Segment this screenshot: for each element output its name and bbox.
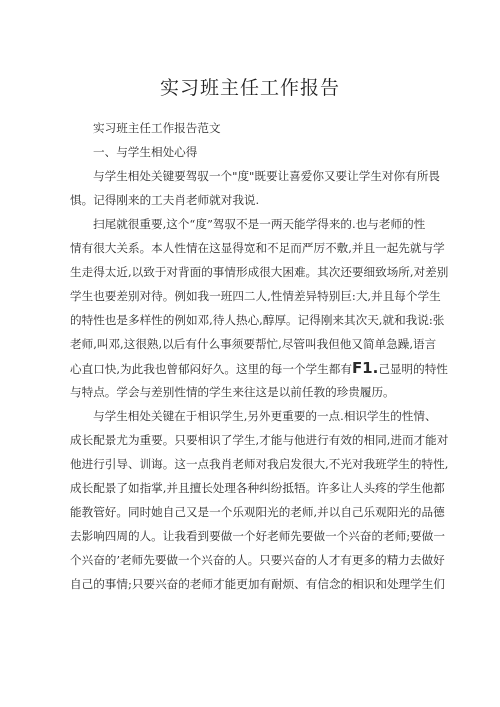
paragraph-line: 与学生相处关键在于相识学生,另外更重要的一点.相识学生的性情、 bbox=[93, 409, 437, 423]
paragraph-line: 生走得太近,以致于对背面的事情形成很大困难。其次还要细致场所,对差别 bbox=[70, 265, 449, 279]
paragraph-line: 能教管好。同时她自己又是一个乐观阳光的老师,并以自己乐观阳光的品德 bbox=[70, 505, 445, 519]
text-segment: 心直口快,为此我也曾郁闷好久。这里的每一个学生都有 bbox=[70, 362, 352, 376]
paragraph-line: 扫尾就很重要,这个“度”驾驭不是一两天能学得来的.也与老师的性 bbox=[93, 217, 426, 231]
paragraph-line: 去影响四周的人。让我看到要做一个好老师先要做一个兴奋的老师;要做一 bbox=[70, 529, 445, 543]
emphasis-text: F1. bbox=[351, 359, 379, 377]
paragraph-line: 情有很大关系。本人性情在这显得宽和不足而严厉不敷,并且一起先就与学 bbox=[70, 241, 445, 255]
paragraph-line: 老师,叫邓,这很熟,以后有什么事须要帮忙,尽管叫我但他又简单急躁,语言 bbox=[70, 337, 437, 351]
text-segment: 己显明的特性 bbox=[378, 362, 448, 376]
paragraph-line: 的特性也是多样性的例如邓,待人热心,醇厚。记得刚来其次天,就和我说:张 bbox=[70, 313, 445, 327]
subtitle-line: 实习班主任工作报告范文 bbox=[93, 121, 221, 135]
paragraph-line: 与特点。学会与差别性情的学生来往这是以前任教的珍贵履历。 bbox=[70, 385, 395, 399]
paragraph-line bbox=[70, 356, 448, 380]
paragraph-line: 成长配景了如指掌,并且擅长处理各种纠纷抵牾。许多让人头疼的学生他都 bbox=[70, 481, 445, 495]
paragraph-line: 他进行引导、训诲。这一点我肖老师对我启发很大,不光对我班学生的特性, bbox=[70, 457, 449, 471]
paragraph-line: 惧。记得刚来的工夫肖老师就对我说. bbox=[70, 193, 260, 207]
paragraph-line: 与学生相处关键要驾驭一个"度"既要让喜爱你又要让学生对你有所畏 bbox=[93, 169, 440, 183]
paragraph-line: 学生也要差别对待。例如我一班四二人,性情差异特别巨:大,并且每个学生 bbox=[70, 289, 441, 303]
paragraph-line: 成长配景尤为重要。只要相识了学生,才能与他进行有效的相同,进而才能对 bbox=[70, 433, 449, 447]
paragraph-line: 自己的事情;只要兴奋的老师才能更加有耐烦、有信念的相识和处理学生们 bbox=[70, 577, 445, 591]
page-title: 实习班主任工作报告 bbox=[159, 77, 340, 99]
section-heading: 一、与学生相处心得 bbox=[93, 145, 198, 159]
paragraph-line: 个兴奋的’老师先要做一个兴奋的人。只要兴奋的人才有更多的精力去做好 bbox=[70, 553, 445, 567]
document-body bbox=[70, 116, 449, 596]
